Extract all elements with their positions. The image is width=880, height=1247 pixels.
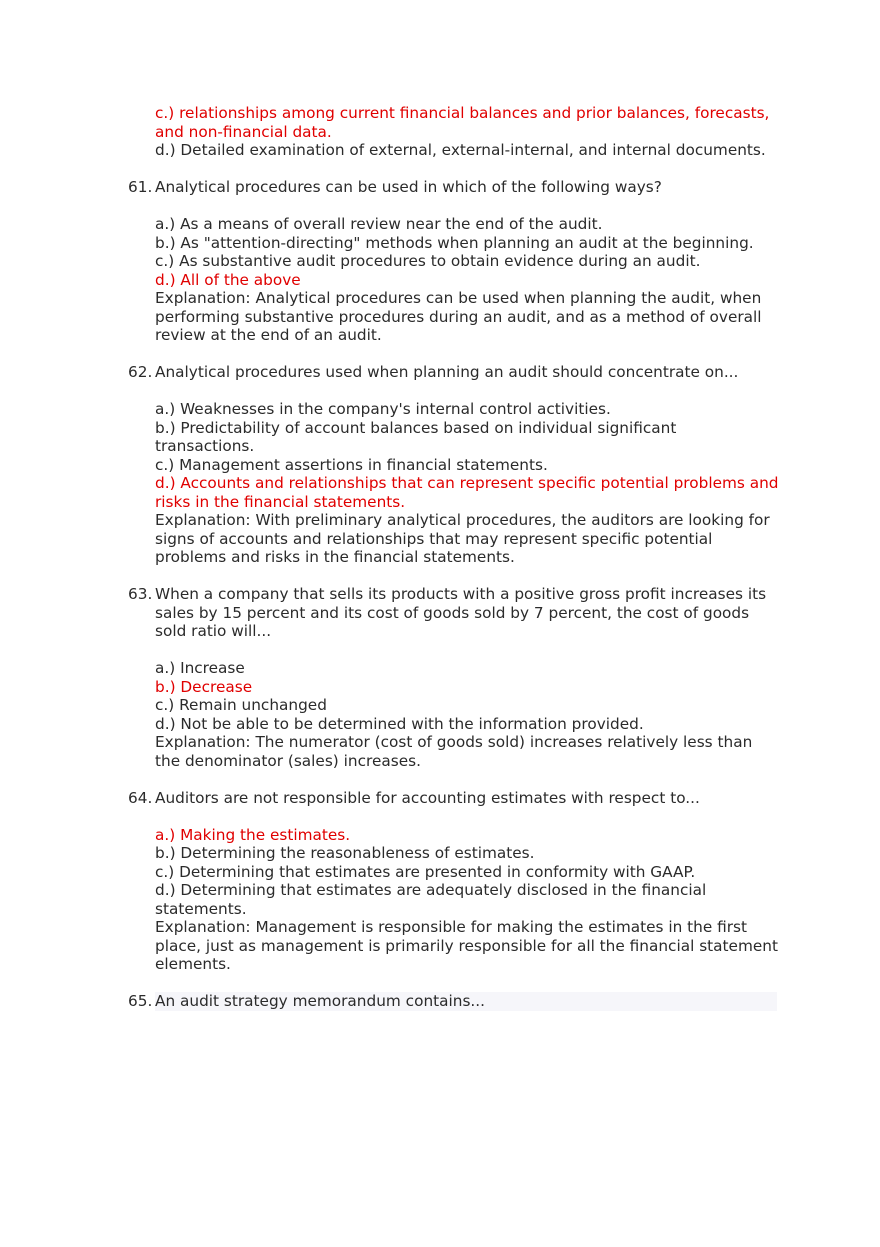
option-a: a.) Weaknesses in the company's internal control activities.	[155, 400, 611, 418]
option-d: d.) Determining that estimates are adequately disclosed in the financial statements.	[155, 881, 707, 918]
question-number: 65.	[128, 992, 153, 1010]
option-d-correct: d.) All of the above	[155, 270, 301, 289]
question-64	[128, 788, 780, 974]
question-number: 61.	[128, 178, 153, 196]
question-62	[128, 363, 780, 567]
option-c: c.) Remain unchanged	[155, 696, 327, 714]
question-text: An audit strategy memorandum contains...	[155, 992, 486, 1010]
question-number: 62.	[128, 363, 153, 381]
option-a: a.) Increase	[155, 659, 245, 677]
explanation: Explanation: The numerator (cost of goods sold) increases relatively less than the denominator (sales) increases.	[155, 733, 753, 770]
question-61	[128, 178, 780, 345]
question-65	[128, 992, 777, 1011]
question-text: Auditors are not responsible for accounting estimates with respect to...	[155, 788, 700, 807]
question-text: When a company that sells its products with a positive gross profit increases its sales by 15 percent and its cost of goods sold by 7 percent, the cost of goods sold ratio will...	[155, 585, 767, 640]
option-b: b.) Predictability of account balances based on individual significant transactions.	[155, 418, 677, 455]
carry-over-option-d: d.) Detailed examination of external, external-internal, and internal documents.	[155, 141, 766, 159]
question-number: 63.	[128, 585, 153, 603]
question-63	[128, 585, 780, 770]
explanation: Explanation: With preliminary analytical procedures, the auditors are looking for signs of accounts and relationships that may represent specific potential problems and risks in the financial statements.	[155, 511, 770, 566]
option-d-correct: d.) Accounts and relationships that can represent specific potential problems and risks in the financial statements.	[155, 474, 779, 511]
carry-over-option-c-correct: c.) relationships among current financial balances and prior balances, forecasts, and non-financial data.	[155, 104, 770, 141]
question-number: 64.	[128, 788, 153, 807]
option-a-correct: a.) Making the estimates.	[155, 825, 351, 844]
option-b: b.) Determining the reasonableness of estimates.	[155, 844, 535, 862]
option-b-correct: b.) Decrease	[155, 677, 253, 696]
option-a: a.) As a means of overall review near the end of the audit.	[155, 215, 603, 233]
option-c: c.) As substantive audit procedures to obtain evidence during an audit.	[155, 252, 701, 270]
question-text: Analytical procedures can be used in which of the following ways?	[155, 178, 662, 196]
document-content	[128, 104, 780, 1011]
option-c: c.) Determining that estimates are presented in conformity with GAAP.	[155, 862, 696, 881]
option-d: d.) Not be able to be determined with the information provided.	[155, 714, 644, 733]
explanation: Explanation: Analytical procedures can be used when planning the audit, when performing substantive procedures during an audit, and as a method of overall review at the end of an audit.	[155, 289, 762, 344]
option-c: c.) Management assertions in financial statements.	[155, 455, 548, 474]
option-b: b.) As "attention-directing" methods when planning an audit at the beginning.	[155, 233, 754, 252]
question-text: Analytical procedures used when planning an audit should concentrate on...	[155, 363, 739, 381]
explanation: Explanation: Management is responsible for making the estimates in the first place, just as management is primarily responsible for all the financial statement elements.	[155, 918, 778, 973]
